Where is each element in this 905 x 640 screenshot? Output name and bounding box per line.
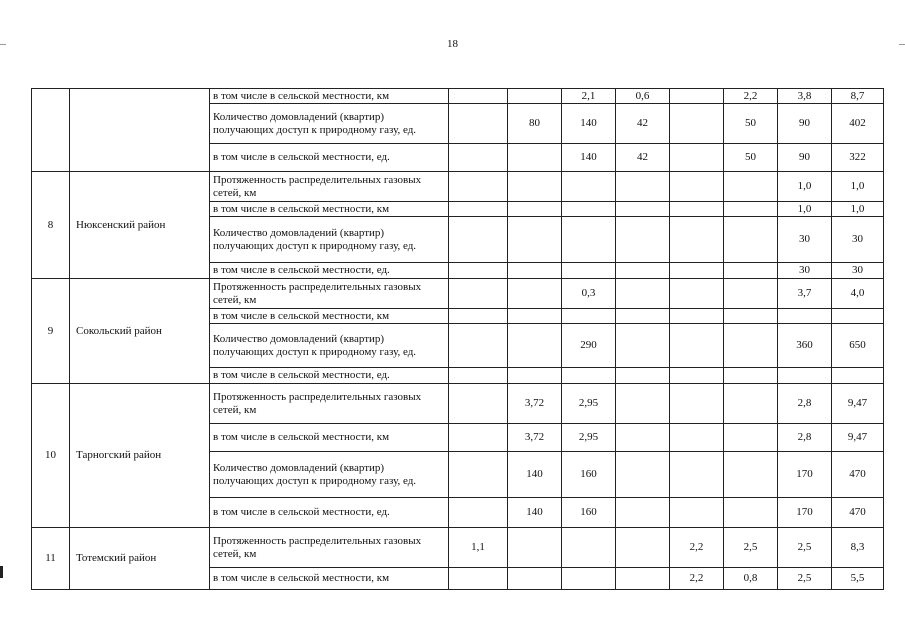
value-cell: 0,3 bbox=[562, 279, 616, 309]
value-cell: 0,6 bbox=[616, 89, 670, 104]
value-cell: 50 bbox=[724, 104, 778, 144]
value-cell bbox=[724, 498, 778, 528]
table-row bbox=[32, 279, 884, 309]
indicator-cell: Протяженность распределительных газовых сетей, км bbox=[210, 384, 449, 424]
value-cell: 290 bbox=[562, 324, 616, 368]
value-cell: 30 bbox=[832, 217, 884, 263]
value-cell bbox=[616, 217, 670, 263]
district-cell: Тарногский район bbox=[70, 384, 210, 528]
value-cell: 2,5 bbox=[778, 528, 832, 568]
table-row bbox=[32, 172, 884, 202]
table-row bbox=[32, 89, 884, 104]
value-cell bbox=[724, 279, 778, 309]
value-cell: 30 bbox=[778, 217, 832, 263]
value-cell bbox=[670, 144, 724, 172]
value-cell: 322 bbox=[832, 144, 884, 172]
indicator-cell: Количество домовладений (квартир) получающих доступ к природному газу, ед. bbox=[210, 217, 449, 263]
value-cell bbox=[832, 309, 884, 324]
value-cell: 1,0 bbox=[832, 202, 884, 217]
value-cell bbox=[562, 217, 616, 263]
value-cell bbox=[670, 89, 724, 104]
indicator-cell: в том числе в сельской местности, км bbox=[210, 424, 449, 452]
indicator-cell: в том числе в сельской местности, км bbox=[210, 89, 449, 104]
value-cell bbox=[832, 368, 884, 384]
value-cell bbox=[670, 309, 724, 324]
district-cell bbox=[70, 89, 210, 172]
value-cell bbox=[724, 452, 778, 498]
district-cell: Нюксенский район bbox=[70, 172, 210, 279]
binding-mark bbox=[0, 566, 3, 578]
value-cell: 470 bbox=[832, 452, 884, 498]
value-cell bbox=[508, 568, 562, 590]
value-cell: 140 bbox=[508, 498, 562, 528]
value-cell bbox=[449, 172, 508, 202]
value-cell bbox=[508, 528, 562, 568]
value-cell: 170 bbox=[778, 498, 832, 528]
value-cell bbox=[616, 172, 670, 202]
value-cell bbox=[670, 263, 724, 279]
value-cell bbox=[449, 384, 508, 424]
value-cell bbox=[724, 368, 778, 384]
value-cell bbox=[670, 104, 724, 144]
district-cell: Тотемский район bbox=[70, 528, 210, 590]
value-cell bbox=[670, 217, 724, 263]
value-cell bbox=[562, 202, 616, 217]
value-cell bbox=[508, 144, 562, 172]
value-cell: 2,2 bbox=[670, 568, 724, 590]
indicator-cell: Количество домовладений (квартир) получающих доступ к природному газу, ед. bbox=[210, 324, 449, 368]
value-cell bbox=[449, 263, 508, 279]
value-cell: 2,5 bbox=[778, 568, 832, 590]
row-number-cell bbox=[32, 89, 70, 172]
value-cell: 2,5 bbox=[724, 528, 778, 568]
indicator-cell: в том числе в сельской местности, ед. bbox=[210, 368, 449, 384]
value-cell bbox=[616, 279, 670, 309]
indicator-cell: Количество домовладений (квартир) получающих доступ к природному газу, ед. bbox=[210, 452, 449, 498]
value-cell bbox=[508, 217, 562, 263]
value-cell: 1,0 bbox=[778, 172, 832, 202]
value-cell bbox=[449, 217, 508, 263]
value-cell: 2,1 bbox=[562, 89, 616, 104]
value-cell bbox=[562, 172, 616, 202]
value-cell: 2,8 bbox=[778, 424, 832, 452]
value-cell: 1,1 bbox=[449, 528, 508, 568]
value-cell bbox=[670, 368, 724, 384]
value-cell bbox=[670, 279, 724, 309]
value-cell bbox=[616, 324, 670, 368]
value-cell bbox=[508, 324, 562, 368]
value-cell bbox=[724, 424, 778, 452]
value-cell bbox=[724, 172, 778, 202]
value-cell: 4,0 bbox=[832, 279, 884, 309]
value-cell: 2,8 bbox=[778, 384, 832, 424]
value-cell bbox=[508, 279, 562, 309]
value-cell: 3,72 bbox=[508, 424, 562, 452]
indicator-cell: в том числе в сельской местности, км bbox=[210, 202, 449, 217]
value-cell: 30 bbox=[778, 263, 832, 279]
district-cell: Сокольский район bbox=[70, 279, 210, 384]
value-cell: 160 bbox=[562, 452, 616, 498]
value-cell: 3,7 bbox=[778, 279, 832, 309]
indicator-cell: Протяженность распределительных газовых сетей, км bbox=[210, 528, 449, 568]
value-cell bbox=[670, 424, 724, 452]
value-cell: 8,7 bbox=[832, 89, 884, 104]
value-cell bbox=[449, 568, 508, 590]
value-cell bbox=[616, 424, 670, 452]
value-cell bbox=[562, 263, 616, 279]
value-cell: 140 bbox=[562, 104, 616, 144]
value-cell bbox=[508, 309, 562, 324]
indicator-cell: в том числе в сельской местности, ед. bbox=[210, 144, 449, 172]
value-cell bbox=[616, 498, 670, 528]
value-cell: 2,95 bbox=[562, 424, 616, 452]
value-cell bbox=[670, 324, 724, 368]
value-cell: 2,95 bbox=[562, 384, 616, 424]
value-cell bbox=[616, 384, 670, 424]
value-cell bbox=[449, 309, 508, 324]
value-cell: 5,5 bbox=[832, 568, 884, 590]
row-number-cell: 10 bbox=[32, 384, 70, 528]
value-cell: 140 bbox=[562, 144, 616, 172]
value-cell bbox=[508, 368, 562, 384]
value-cell bbox=[508, 172, 562, 202]
value-cell: 50 bbox=[724, 144, 778, 172]
value-cell bbox=[670, 384, 724, 424]
value-cell bbox=[508, 202, 562, 217]
value-cell bbox=[449, 368, 508, 384]
value-cell bbox=[508, 263, 562, 279]
page-number: 18 bbox=[447, 38, 458, 50]
value-cell: 8,3 bbox=[832, 528, 884, 568]
value-cell bbox=[670, 452, 724, 498]
value-cell bbox=[449, 279, 508, 309]
value-cell: 3,8 bbox=[778, 89, 832, 104]
value-cell: 360 bbox=[778, 324, 832, 368]
value-cell: 30 bbox=[832, 263, 884, 279]
value-cell: 90 bbox=[778, 104, 832, 144]
value-cell bbox=[724, 384, 778, 424]
value-cell: 402 bbox=[832, 104, 884, 144]
value-cell bbox=[616, 309, 670, 324]
indicator-cell: Протяженность распределительных газовых сетей, км bbox=[210, 172, 449, 202]
value-cell bbox=[616, 263, 670, 279]
value-cell: 9,47 bbox=[832, 424, 884, 452]
value-cell: 42 bbox=[616, 144, 670, 172]
value-cell bbox=[616, 528, 670, 568]
gas-network-table bbox=[31, 88, 884, 590]
value-cell bbox=[724, 217, 778, 263]
value-cell bbox=[449, 424, 508, 452]
row-number-cell: 11 bbox=[32, 528, 70, 590]
value-cell bbox=[670, 498, 724, 528]
indicator-cell: Протяженность распределительных газовых сетей, км bbox=[210, 279, 449, 309]
value-cell bbox=[778, 309, 832, 324]
value-cell: 3,72 bbox=[508, 384, 562, 424]
value-cell bbox=[562, 568, 616, 590]
value-cell bbox=[616, 452, 670, 498]
value-cell: 80 bbox=[508, 104, 562, 144]
table-row bbox=[32, 384, 884, 424]
value-cell: 2,2 bbox=[670, 528, 724, 568]
indicator-cell: в том числе в сельской местности, ед. bbox=[210, 263, 449, 279]
value-cell: 1,0 bbox=[832, 172, 884, 202]
value-cell bbox=[562, 309, 616, 324]
value-cell: 170 bbox=[778, 452, 832, 498]
value-cell: 160 bbox=[562, 498, 616, 528]
value-cell bbox=[449, 104, 508, 144]
value-cell bbox=[616, 368, 670, 384]
value-cell bbox=[562, 528, 616, 568]
value-cell: 140 bbox=[508, 452, 562, 498]
value-cell: 1,0 bbox=[778, 202, 832, 217]
row-number-cell: 9 bbox=[32, 279, 70, 384]
indicator-cell: в том числе в сельской местности, км bbox=[210, 568, 449, 590]
indicator-cell: в том числе в сельской местности, ед. bbox=[210, 498, 449, 528]
table-row bbox=[32, 528, 884, 568]
value-cell bbox=[724, 309, 778, 324]
value-cell: 42 bbox=[616, 104, 670, 144]
row-number-cell: 8 bbox=[32, 172, 70, 279]
value-cell: 0,8 bbox=[724, 568, 778, 590]
value-cell bbox=[449, 498, 508, 528]
value-cell bbox=[670, 202, 724, 217]
value-cell bbox=[616, 202, 670, 217]
value-cell bbox=[449, 89, 508, 104]
indicator-cell: Количество домовладений (квартир) получающих доступ к природному газу, ед. bbox=[210, 104, 449, 144]
value-cell: 9,47 bbox=[832, 384, 884, 424]
value-cell bbox=[449, 324, 508, 368]
value-cell bbox=[562, 368, 616, 384]
value-cell: 470 bbox=[832, 498, 884, 528]
value-cell bbox=[449, 144, 508, 172]
value-cell bbox=[508, 89, 562, 104]
value-cell bbox=[449, 202, 508, 217]
value-cell bbox=[616, 568, 670, 590]
value-cell: 90 bbox=[778, 144, 832, 172]
value-cell bbox=[724, 263, 778, 279]
value-cell bbox=[778, 368, 832, 384]
value-cell bbox=[724, 324, 778, 368]
value-cell: 2,2 bbox=[724, 89, 778, 104]
indicator-cell: в том числе в сельской местности, км bbox=[210, 309, 449, 324]
value-cell bbox=[670, 172, 724, 202]
value-cell bbox=[449, 452, 508, 498]
value-cell: 650 bbox=[832, 324, 884, 368]
value-cell bbox=[724, 202, 778, 217]
